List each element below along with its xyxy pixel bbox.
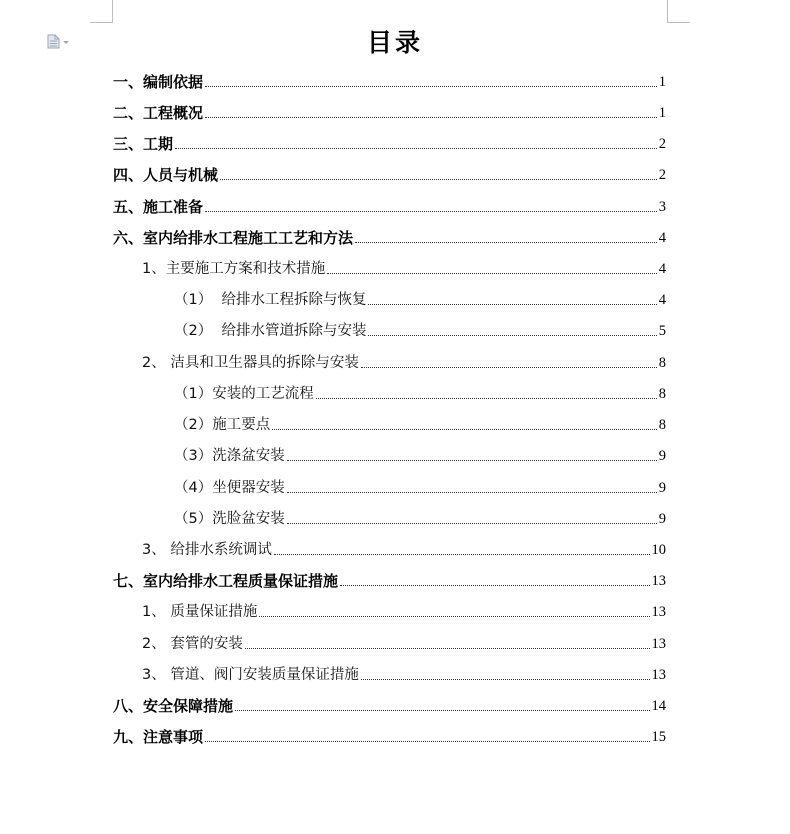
toc-entry[interactable]	[113, 226, 666, 248]
toc-entry-page: 1	[658, 74, 666, 90]
toc-entry[interactable]	[174, 413, 666, 435]
dot-leader	[287, 460, 657, 461]
toc-entry[interactable]	[142, 600, 666, 622]
toc-entry[interactable]	[142, 257, 666, 279]
dot-leader	[274, 554, 650, 555]
dot-leader	[235, 710, 649, 711]
dot-leader	[205, 741, 649, 742]
dot-leader	[316, 398, 657, 399]
toc-entry-label: 四、人员与机械	[113, 166, 219, 184]
dot-leader	[259, 616, 649, 617]
toc-entry-label: 1、主要施工方案和技术措施	[142, 261, 326, 277]
toc-entry-label: （3）洗涤盆安装	[174, 448, 285, 464]
toc-entry[interactable]	[113, 163, 666, 185]
toc-entry[interactable]	[113, 70, 666, 92]
toc-entry[interactable]	[174, 382, 666, 404]
dot-leader	[361, 679, 650, 680]
toc-entry-page: 4	[658, 292, 666, 308]
toc-entry-label: 八、安全保障措施	[113, 697, 234, 715]
dot-leader	[220, 179, 657, 180]
dot-leader	[368, 335, 656, 336]
dot-leader	[205, 86, 657, 87]
toc-title: 目录	[366, 28, 423, 57]
toc-entry-page: 9	[658, 480, 666, 496]
toc-entry-page: 8	[658, 355, 666, 371]
dot-leader	[368, 304, 656, 305]
toc-entry-page: 14	[651, 698, 666, 714]
toc-entry[interactable]	[142, 351, 666, 373]
dot-leader	[245, 648, 650, 649]
toc-entry[interactable]	[174, 476, 666, 498]
toc-entry-page: 2	[658, 167, 666, 183]
toc-entry[interactable]	[113, 101, 666, 123]
toc-entry[interactable]	[113, 195, 666, 217]
toc-entry-page: 8	[658, 417, 666, 433]
dot-leader	[355, 242, 657, 243]
toc-entry-label: 2、 套管的安装	[142, 636, 243, 652]
toc-entry-page: 9	[658, 511, 666, 527]
toc-entry[interactable]	[174, 319, 666, 341]
toc-entry[interactable]	[142, 632, 666, 654]
toc-entry-page: 9	[658, 448, 666, 464]
toc-entry-page: 13	[651, 667, 666, 683]
toc-entry[interactable]	[113, 132, 666, 154]
dot-leader	[327, 273, 657, 274]
toc-entry-label: 3、 管道、阀门安装质量保证措施	[142, 667, 359, 683]
dot-leader	[272, 429, 657, 430]
toc-entry[interactable]	[174, 444, 666, 466]
toc-entry-label: （2） 给排水管道拆除与安装	[174, 323, 367, 339]
toc-entry-label: 一、编制依据	[113, 73, 204, 91]
toc-entry-label: （4）坐便器安装	[174, 480, 285, 496]
toc-entry-label: 六、室内给排水工程施工工艺和方法	[113, 229, 354, 247]
dot-leader	[205, 117, 657, 118]
toc-entry-label: 五、施工准备	[113, 198, 204, 216]
toc-entry-label: （1） 给排水工程拆除与恢复	[174, 292, 367, 308]
toc-entry-label: （2）施工要点	[174, 417, 271, 433]
toc-entry-page: 13	[651, 573, 666, 589]
toc-entry[interactable]	[113, 694, 666, 716]
toc-entry-page: 4	[658, 230, 666, 246]
toc-entry-label: （5）洗脸盆安装	[174, 511, 285, 527]
toc-entry-page: 8	[658, 386, 666, 402]
toc-entry[interactable]	[174, 288, 666, 310]
toc-entry-label: 九、注意事项	[113, 728, 204, 746]
dot-leader	[340, 585, 649, 586]
toc-entry-label: 2、 洁具和卫生器具的拆除与安装	[142, 355, 359, 371]
toc-entry-label: 七、室内给排水工程质量保证措施	[113, 572, 339, 590]
toc-entry[interactable]	[113, 569, 666, 591]
toc-entry-page: 13	[651, 604, 666, 620]
toc-entry-label: （1）安装的工艺流程	[174, 386, 314, 402]
toc-entry-page: 1	[658, 105, 666, 121]
toc-entry-label: 3、 给排水系统调试	[142, 542, 272, 558]
toc-entry-page: 2	[658, 136, 666, 152]
dot-leader	[287, 492, 657, 493]
dot-leader	[361, 367, 657, 368]
dot-leader	[287, 523, 657, 524]
toc-entry[interactable]	[174, 507, 666, 529]
toc-entry-page: 10	[651, 542, 666, 558]
toc-entry[interactable]	[113, 725, 666, 747]
toc-entry[interactable]	[142, 538, 666, 560]
toc-entry-label: 1、 质量保证措施	[142, 604, 258, 620]
dot-leader	[205, 211, 657, 212]
toc-entry-page: 5	[658, 323, 666, 339]
toc-entry[interactable]	[142, 663, 666, 685]
toc-entry-page: 15	[651, 729, 666, 745]
toc-entry-label: 三、工期	[113, 135, 174, 153]
toc-entry-page: 13	[651, 636, 666, 652]
dot-leader	[175, 148, 657, 149]
toc-entry-label: 二、工程概况	[113, 104, 204, 122]
toc-entry-page: 3	[658, 199, 666, 215]
toc-entry-page: 4	[658, 261, 666, 277]
